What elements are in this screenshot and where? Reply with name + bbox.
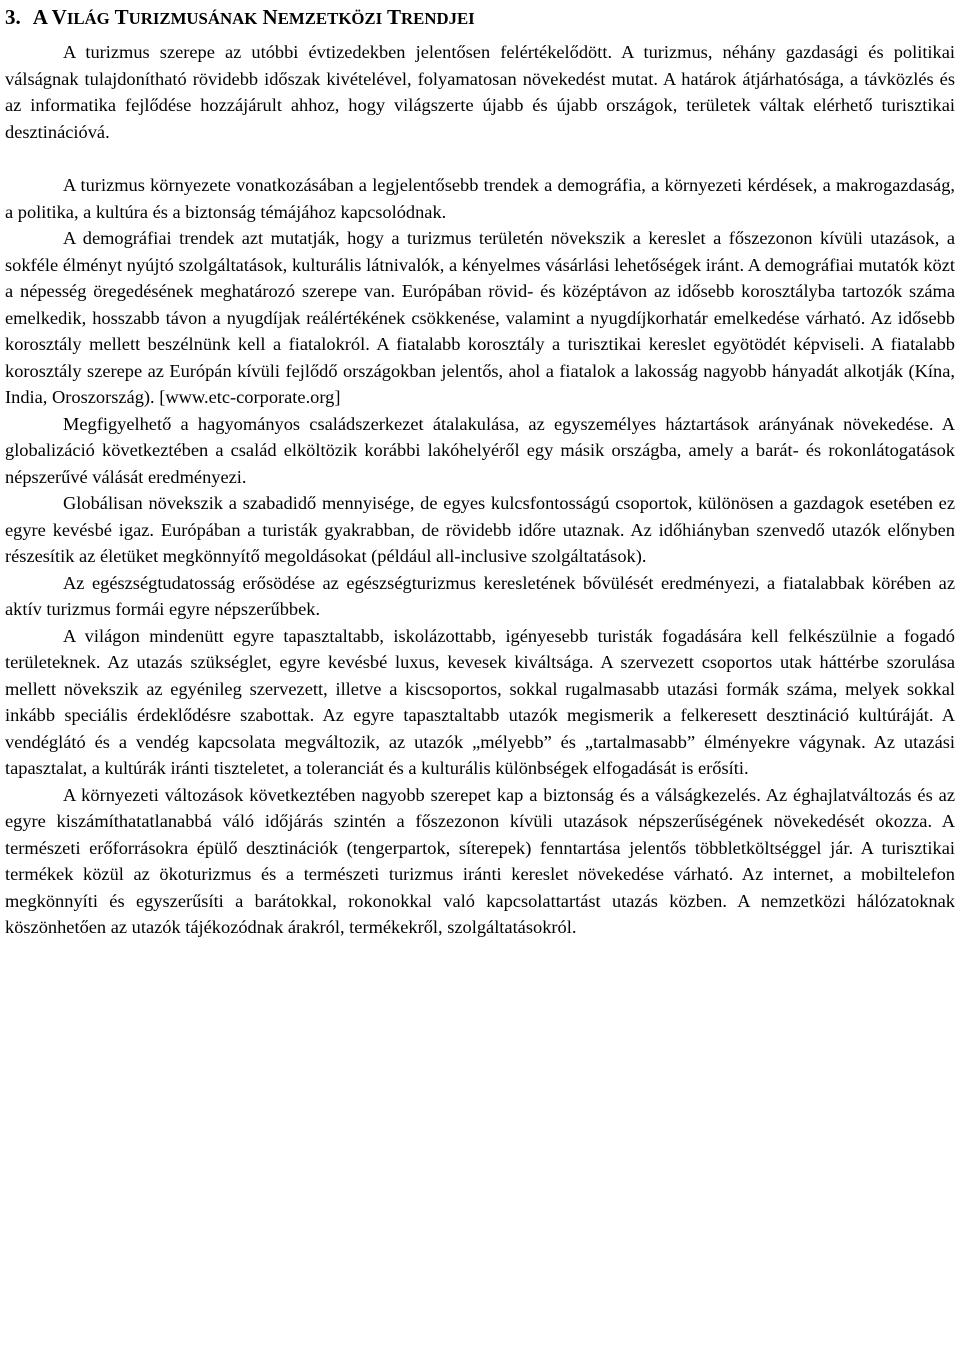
paragraph-4: Megfigyelhető a hagyományos családszerkezet átalakulása, az egyszemélyes háztartások arányának növekedése. A globalizáció következtében a család elköltözik korábbi lakóhelyéről egy másik országba, amely a barát- és rokonlátogatások népszerűvé válását eredményezi. <box>5 413 955 487</box>
section-heading <box>5 0 955 39</box>
section-title-word: TURIZMUSÁNAK <box>114 5 258 29</box>
paragraph-2: A turizmus környezete vonatkozásában a legjelentősebb trendek a demográfia, a környezeti kérdések, a makrogazdaság, a politika, a kultúra és a biztonság témájához kapcsolódnak. <box>5 175 955 222</box>
section-title-word: VILÁG <box>51 5 110 29</box>
paragraph-8: A környezeti változások következtében nagyobb szerepet kap a biztonság és a válságkezelés. Az éghajlatváltozás és az egyre kiszámíthatatlanabbá váló időjárás szintén a főszezonon kívüli utazások népszerűségének növekedését okozza. A természeti erőforrásokra épülő desztinációk (tengerpartok, síterepek) fenntartása jelentős többletköltséggel jár. A turisztikai termékek közül az ökoturizmus és a természeti turizmus iránti kereslet növekedése várható. Az internet, a mobiltelefon megkönnyíti és egyszerűsíti a barátokkal, rokonokkal való kapcsolattartást utazás közben. A nemzetközi hálózatoknak köszönhetően az utazók tájékozódnak árakról, termékekről, szolgáltatásokról. <box>5 784 955 937</box>
section-title-word: NEMZETKÖZI <box>262 5 383 29</box>
section-title <box>33 5 475 29</box>
body-text <box>5 39 955 941</box>
section-number: 3. <box>5 5 21 29</box>
paragraph-7: A világon mindenütt egyre tapasztaltabb, iskolázottabb, igényesebb turisták fogadására kell felkészülnie a fogadó területeknek. Az utazás szükséglet, egyre kevésbé luxus, kevesek kiváltsága. A szervezett csoportos utak háttérbe szorulása mellett növekszik az egyénileg szervezett, illetve a kiscsoportos, sokkal rugalmasabb utazási formák száma, melyek sokkal inkább speciális érdeklődésre szabottak. Az egyre tapasztaltabb utazók megismerik a felkeresett desztináció kultúráját. A vendéglátó és a vendég kapcsolata megváltozik, az utazók „mélyebb” és „tartalmasabb” élményekre vágynak. Az utazási tapasztalat, a kultúrák iránti tiszteletet, a toleranciát és a kulturális különbségek elfogadását is erősíti. <box>5 625 955 778</box>
section-title-word: A <box>32 5 47 29</box>
paragraph-6: Az egészségtudatosság erősödése az egészségturizmus keresletének bővülését eredményezi, a fiatalabbak körében az aktív turizmus formái egyre népszerűbbek. <box>5 572 955 619</box>
paragraph-1: A turizmus szerepe az utóbbi évtizedekben jelentősen felértékelődött. A turizmus, néhány gazdasági és politikai válságnak tulajdonítható rövidebb időszak kivételével, folyamatosan növekedést mutat. A határok átjárhatósága, a távközlés és az informatika fejlődése hozzájárult ahhoz, hogy világszerte újabb és újabb országok, területek váltak elérhető turisztikai desztinációvá. <box>5 42 955 142</box>
document-page <box>5 0 955 941</box>
paragraph-5: Globálisan növekszik a szabadidő mennyisége, de egyes kulcsfontosságú csoportok, különösen a gazdagok esetében ez egyre kevésbé igaz. Európában a turisták gyakrabban, de rövidebb időre utaznak. Az időhiányban szenvedő utazók előnyben részesítik az életüket megkönnyítő megoldásokat (például all-inclusive szolgáltatások). <box>5 493 955 566</box>
section-title-word: TRENDJEI <box>387 5 475 29</box>
paragraph-3: A demográfiai trendek azt mutatják, hogy a turizmus területén növekszik a kereslet a főszezonon kívüli utazások, a sokféle élményt nyújtó szolgáltatások, kulturális látnivalók, a kényelmes vásárlási lehetőségek iránt. A demográfiai mutatók közt a népesség öregedésének meghatározó szerepe van. Európában rövid- és középtávon az idősebb korosztályba tartozók száma emelkedik, hosszabb távon a nyugdíjak reálértékének csökkenése, valamint a nyugdíjkorhatár emelkedése várható. Az idősebb korosztály mellett beszélnünk kell a fiatalokról. A fiatalabb korosztály a turisztikai kereslet egyötödét képviseli. A fiatalabb korosztály szerepe az Európán kívüli fejlődő országokban jelentős, ahol a fiatalok a lakosság nagyobb hányadát alkotják (Kína, India, Oroszország). [www.etc-corporate.org] <box>5 228 955 407</box>
